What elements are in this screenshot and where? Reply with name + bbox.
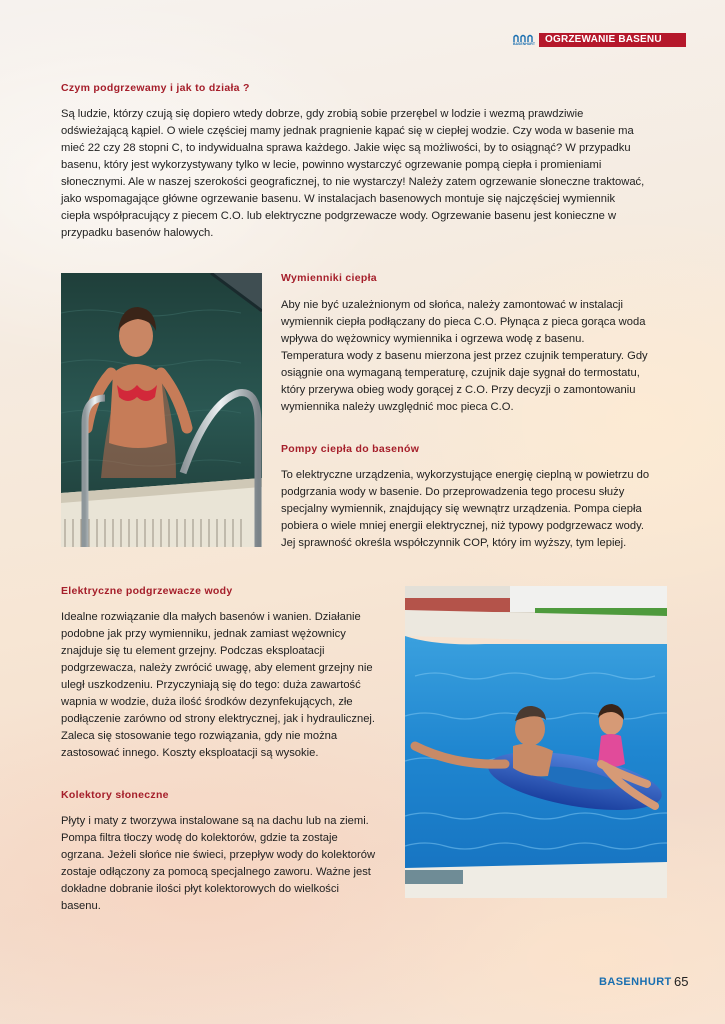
heading-heat-exchangers: Wymienniki ciepła bbox=[281, 272, 377, 284]
paragraph-how-it-works: Są ludzie, którzy czują się dopiero wtedy dobrze, gdy zrobią sobie przerębel w lodzie i wezmą prawdziwie odświeżającą kąpiel. O wiele częściej mamy jednak pragnienie kąpać się w ciepłej wodzie. Czy woda w basenie ma mieć 22 czy 28 stopni C, to indywidualna sprawa każdego. Jakie więc są możliwości, by to osiągnąć? W przypadku basenu, który jest wykorzystywany tylko w lecie, powinno wystarczyć ogrzewanie pompą ciepła i promieniami słonecznymi. Ale w naszej szerokości geograficznej, to nie wystarczy! Należy zatem ogrzewanie słoneczne traktować, jako wspomagające główne ogrzewanie basenu. W instalacjach basenowych montuje się najczęściej wymiennik ciepła współpracujący z piecem C.O. lub elektryczne podgrzewacze wody. Ogrzewanie basenu jest konieczne w przypadku basenów halowych. bbox=[61, 108, 645, 239]
paragraph-heat-pumps: To elektryczne urządzenia, wykorzystujące energię cieplną w powietrzu do podgrzania wody w basenie. Do przeprowadzenia tego procesu służy specjalny wymiennik, znajdujący się wewnątrz urządzenia. Pompa ciepła pobiera o wiele mniej energii elektrycznej, niż typowy podgrzewacz wody. Jej sprawność określa współczynnik COP, który im wyższy, tym lepiej. bbox=[281, 469, 650, 549]
section-header bbox=[512, 33, 686, 47]
heading-solar-collectors: Kolektory słoneczne bbox=[61, 789, 169, 801]
section-title-bar: OGRZEWANIE BASENU bbox=[539, 33, 686, 47]
heading-electric-heaters: Elektryczne podgrzewacze wody bbox=[61, 585, 233, 597]
footer-brand: BASENHURT bbox=[599, 976, 672, 988]
paragraph-electric-heaters: Idealne rozwiązanie dla małych basenów i wanien. Działanie podobne jak przy wymienniku, jednak zamiast wężownicy znajduje się tu element grzejny. Podczas eksploatacji podgrzewacza, należy zwrócić uwagę, aby element grzejny nie uległ uszkodzeniu. Przyczyniają się do tego: duża zawartość wapnia w wodzie, duża ilość środków dezynfekujących, złe podłączenie zarówno od strony elektrycznej, jak i hydraulicznej. Zaleca się stosowanie tego rozwiązania, gdy nie można zastosować innego. Koszty eksploatacji są wysokie. bbox=[61, 611, 376, 759]
heading-how-it-works: Czym podgrzewamy i jak to działa ? bbox=[61, 82, 250, 94]
basenhurt-logo bbox=[512, 33, 536, 47]
paragraph-solar-collectors: Płyty i maty z tworzywa instalowane są na dachu lub na ziemi. Pompa filtra tłoczy wodę do kolektorów, gdzie ta zostaje ogrzana. Jeżeli słońce nie świeci, przepływ wody do kolektorów zostaje odłączony za pomocą specjalnego zaworu. Ważne jest dokładne dobranie ilości płyt kolektorowych do wielkości basenu. bbox=[61, 815, 376, 912]
heading-heat-pumps: Pompy ciepła do basenów bbox=[281, 443, 420, 455]
paragraph-heat-exchangers: Aby nie być uzależnionym od słońca, należy zamontować w instalacji wymiennik ciepła podłączany do pieca C.O. Płynąca z pieca gorąca woda wpływa do wężownicy wymiennika i ogrzewa wodę z basenu. Temperatura wody z basenu mierzona jest przez czujnik temperatury. Gdy osiągnie ona wymaganą temperaturę, czujnik daje sygnał do termostatu, który przerywa obieg wody gorącej z C.O. Przy decyzji o zamontowaniu wymiennika należy uwzględnić moc pieca C.O. bbox=[281, 299, 648, 413]
man-and-child-with-swim-ring-photo bbox=[405, 586, 667, 898]
logo-text: BASENHURT bbox=[513, 41, 535, 46]
woman-on-pool-ladder-photo bbox=[61, 273, 262, 547]
page-number: 65 bbox=[674, 974, 689, 989]
